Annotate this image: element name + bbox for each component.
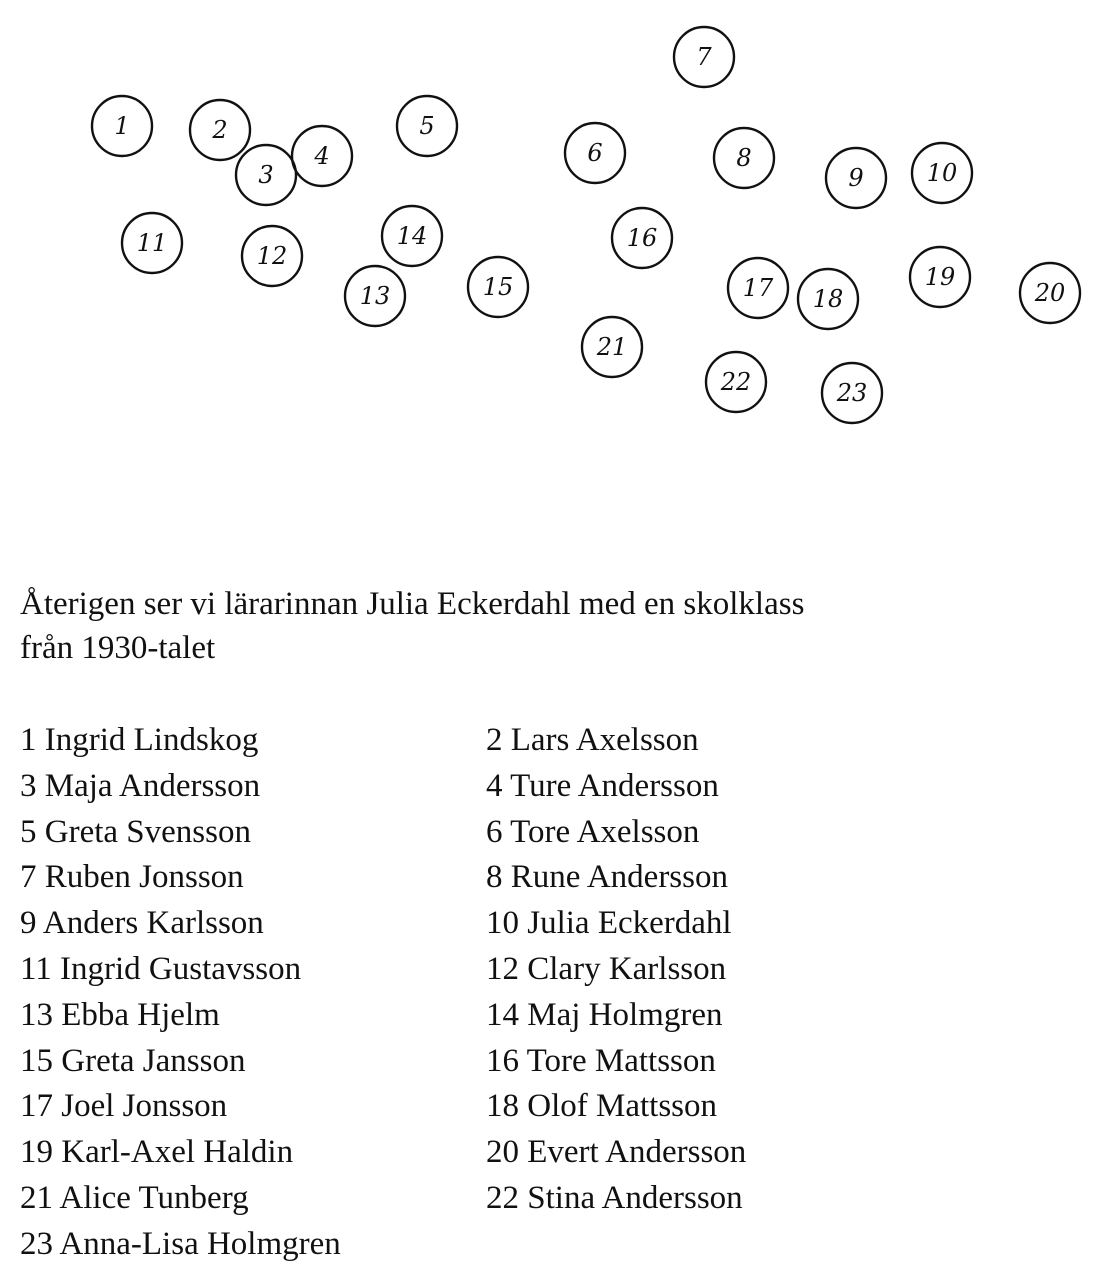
marker-label: 22 — [720, 368, 752, 396]
name-entry: 17 Joel Jonsson — [20, 1088, 228, 1125]
marker-12 — [242, 226, 302, 286]
marker-10 — [912, 143, 972, 203]
marker-14 — [382, 206, 442, 266]
marker-19 — [910, 247, 970, 307]
caption-line-2: från 1930-talet — [20, 630, 216, 666]
marker-label: 14 — [396, 222, 428, 250]
marker-18 — [798, 269, 858, 329]
marker-label: 7 — [696, 43, 712, 71]
name-entry: 5 Greta Svensson — [20, 813, 251, 850]
name-entry: 4 Ture Andersson — [486, 767, 719, 804]
marker-label: 20 — [1034, 279, 1066, 307]
marker-7 — [674, 27, 734, 87]
name-entry: 8 Rune Andersson — [486, 859, 728, 896]
marker-label: 12 — [256, 242, 288, 270]
marker-label: 13 — [359, 282, 391, 310]
name-entry: 21 Alice Tunberg — [20, 1179, 249, 1216]
marker-13 — [345, 266, 405, 326]
marker-23 — [822, 363, 882, 423]
name-entry: 10 Julia Eckerdahl — [486, 905, 732, 942]
name-entry: 13 Ebba Hjelm — [20, 996, 220, 1033]
name-entry: 18 Olof Mattsson — [486, 1088, 717, 1125]
name-entry: 3 Maja Andersson — [20, 767, 261, 804]
marker-label: 19 — [924, 263, 956, 291]
name-list — [20, 718, 1080, 1268]
name-entry: 6 Tore Axelsson — [486, 813, 700, 850]
name-entry: 9 Anders Karlsson — [20, 905, 264, 942]
marker-label: 8 — [736, 144, 752, 172]
marker-20 — [1020, 263, 1080, 323]
name-entry: 11 Ingrid Gustavsson — [20, 950, 302, 987]
marker-label: 4 — [314, 142, 330, 170]
caption — [20, 582, 1060, 670]
marker-label: 1 — [114, 112, 130, 140]
marker-label: 10 — [926, 159, 958, 187]
marker-label: 11 — [136, 229, 168, 257]
name-entry: 16 Tore Mattsson — [486, 1042, 716, 1079]
marker-label: 9 — [848, 164, 864, 192]
marker-17 — [728, 258, 788, 318]
marker-label: 5 — [419, 112, 435, 140]
marker-22 — [706, 352, 766, 412]
name-entry: 15 Greta Jansson — [20, 1042, 246, 1079]
caption-line-1: Återigen ser vi lärarinnan Julia Eckerdahl med en skolklass — [20, 586, 805, 622]
marker-8 — [714, 128, 774, 188]
marker-3 — [236, 145, 296, 205]
name-entry: 7 Ruben Jonsson — [20, 859, 244, 896]
name-entry: 12 Clary Karlsson — [486, 950, 727, 987]
marker-6 — [565, 123, 625, 183]
marker-label: 18 — [812, 285, 844, 313]
name-entry: 2 Lars Axelsson — [486, 722, 699, 758]
name-entry: 1 Ingrid Lindskog — [20, 722, 259, 758]
marker-21 — [582, 317, 642, 377]
name-entry: 19 Karl-Axel Haldin — [20, 1134, 294, 1171]
marker-9 — [826, 148, 886, 208]
name-entry: 23 Anna-Lisa Holmgren — [20, 1225, 341, 1262]
marker-label: 21 — [596, 333, 628, 361]
marker-5 — [397, 96, 457, 156]
name-entry: 20 Evert Andersson — [486, 1134, 747, 1171]
name-entry: 22 Stina Andersson — [486, 1179, 743, 1216]
marker-15 — [468, 257, 528, 317]
marker-label: 17 — [742, 274, 774, 302]
marker-label: 15 — [482, 273, 514, 301]
marker-label: 23 — [836, 379, 868, 407]
marker-1 — [92, 96, 152, 156]
marker-2 — [190, 100, 250, 160]
marker-label: 3 — [258, 161, 274, 189]
marker-16 — [612, 208, 672, 268]
marker-4 — [292, 126, 352, 186]
position-diagram — [0, 0, 1099, 460]
marker-label: 16 — [626, 224, 658, 252]
name-entry: 14 Maj Holmgren — [486, 996, 723, 1033]
marker-label: 6 — [587, 139, 603, 167]
marker-11 — [122, 213, 182, 273]
marker-label: 2 — [212, 116, 228, 144]
